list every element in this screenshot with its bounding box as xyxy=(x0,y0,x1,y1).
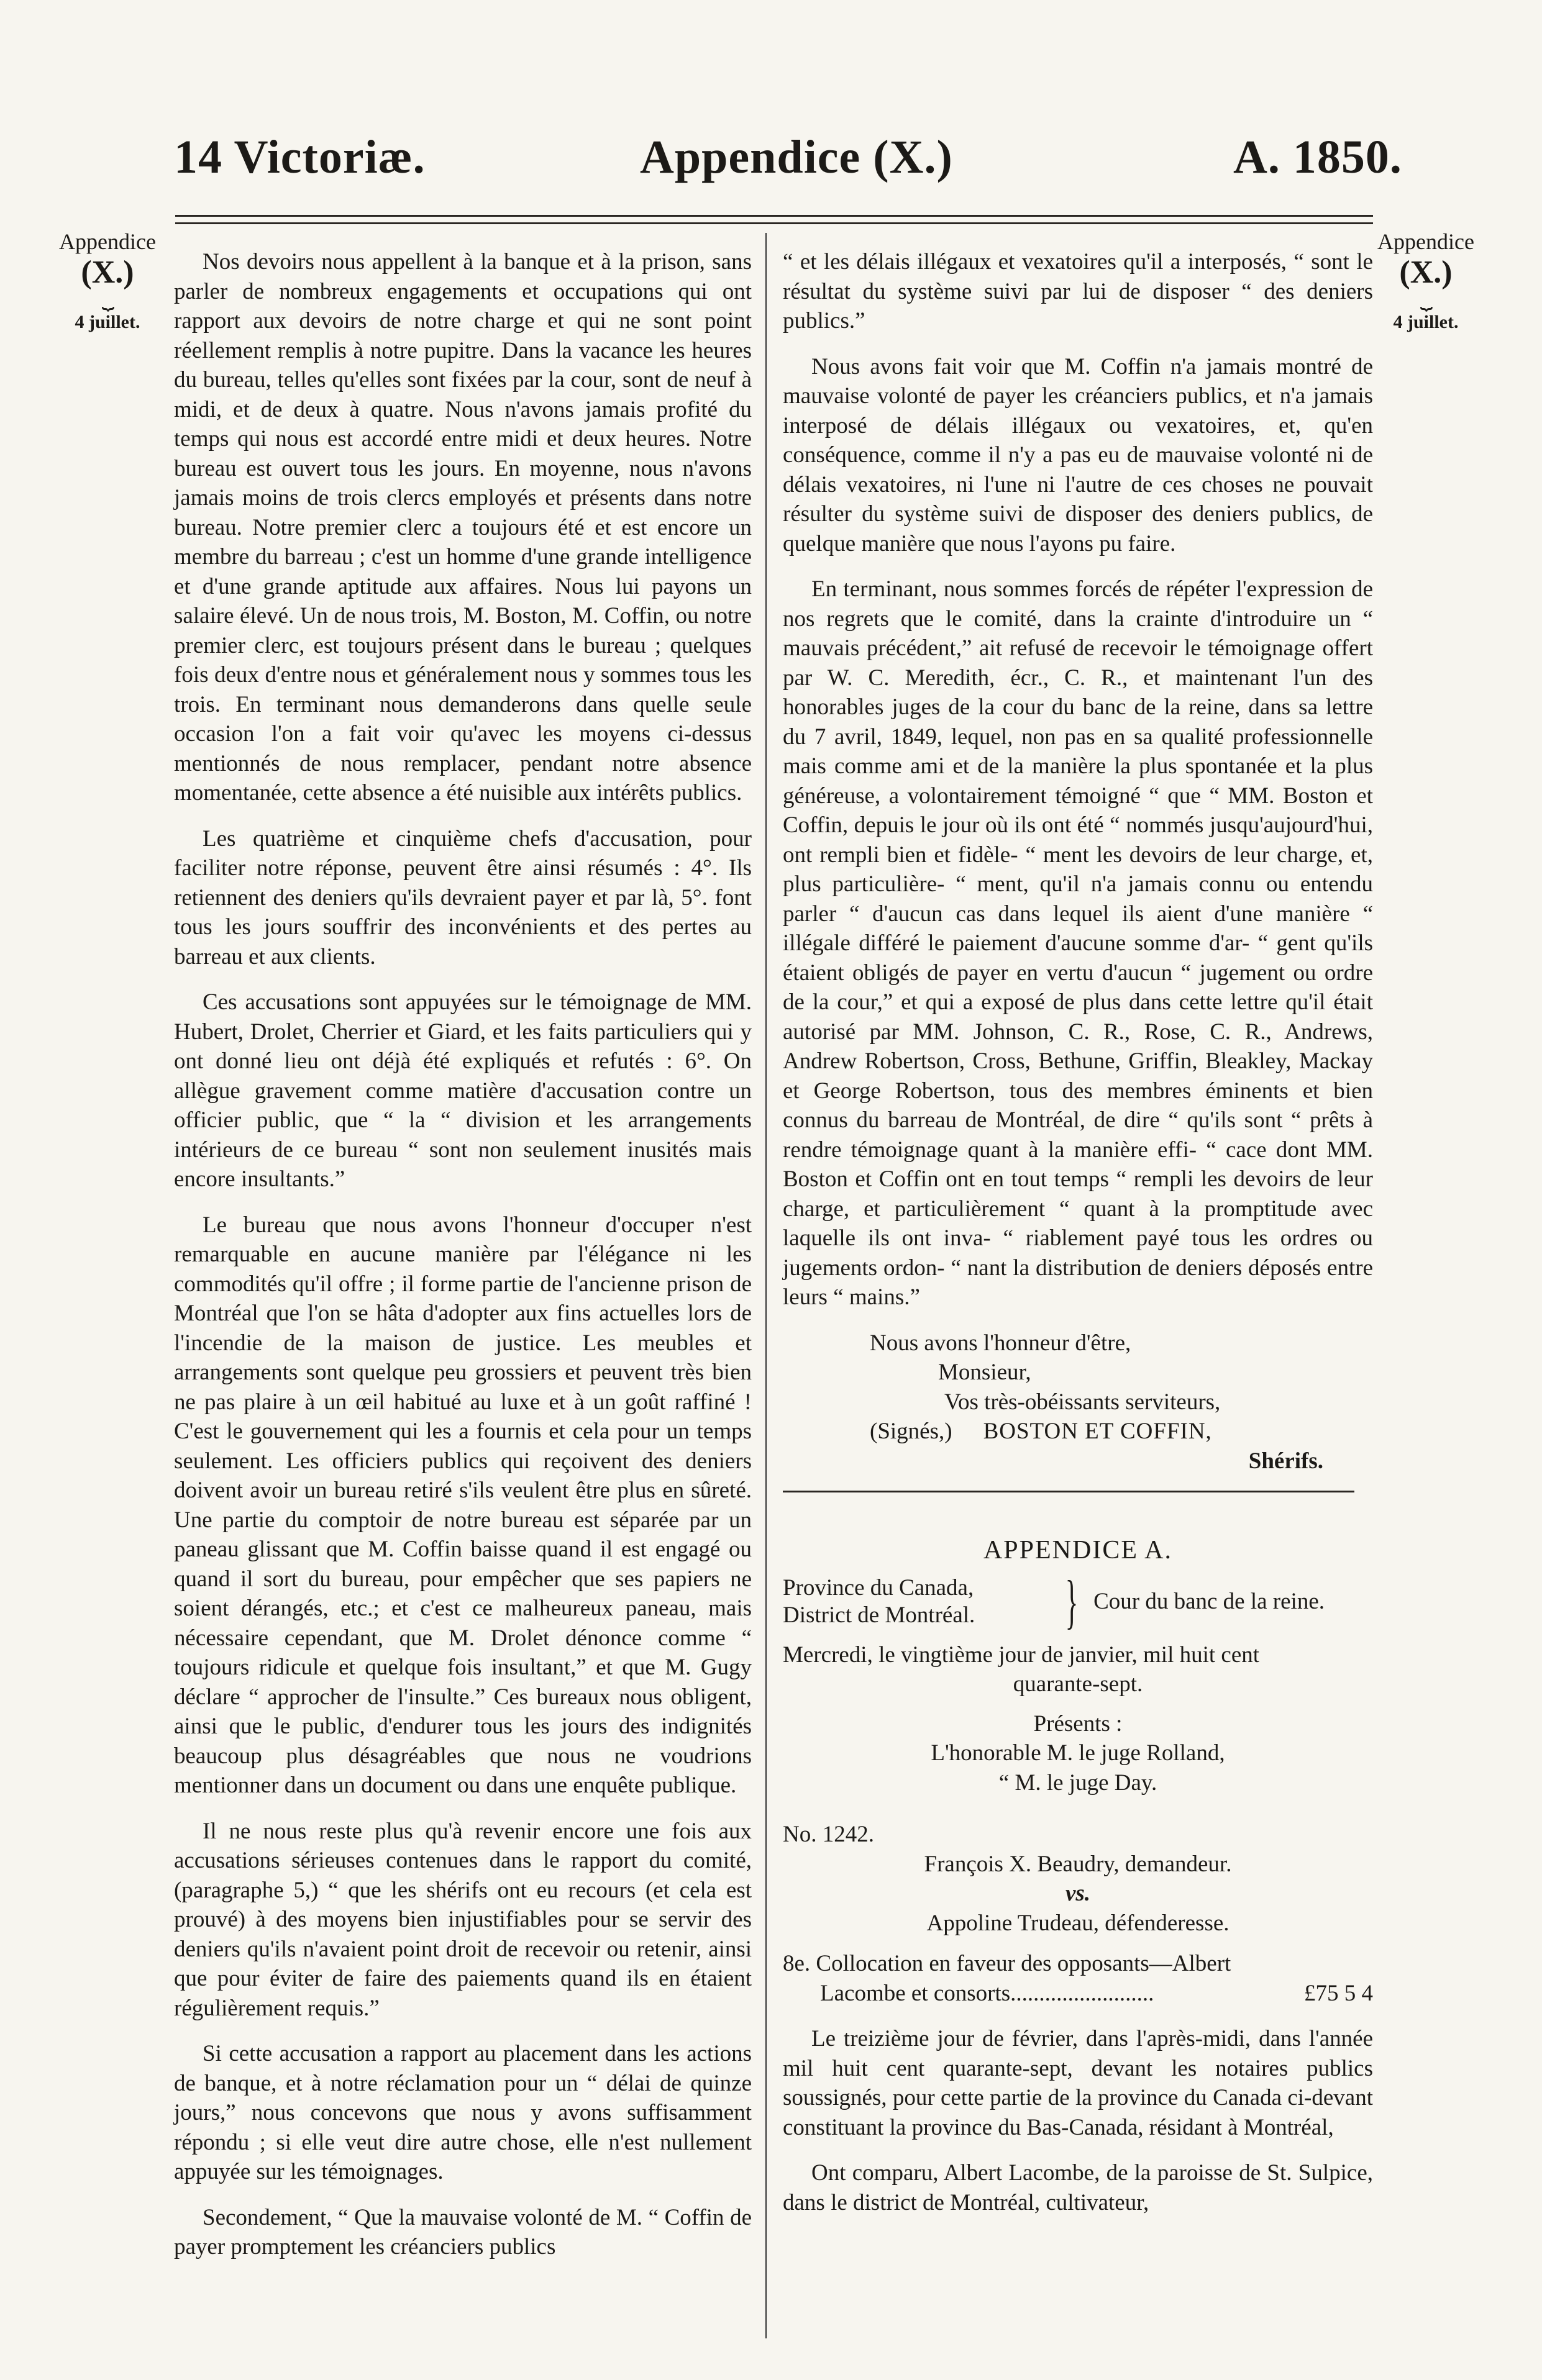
signed-label: (Signés,) xyxy=(870,1419,952,1444)
right-brace-icon: } xyxy=(1065,1568,1079,1635)
margin-note-right xyxy=(1367,230,1485,332)
margin-note-date: 4 juillet. xyxy=(75,311,140,332)
paragraph: Si cette accusation a rapport au placement dans les actions de banque, et à notre réclamation pour un “ délai de quinze jours,” nous concevons que nous y avons suffisamment répondu ; si elle veut dire autre chose, elle n'est nullement appuyée sur les témoignages. xyxy=(174,2041,752,2184)
header-rule-top xyxy=(175,215,1373,217)
date-line-2: quarante-sept. xyxy=(1013,1671,1143,1697)
deed-paragraph: Le treizième jour de février, dans l'après-midi, dans l'année mil huit cent quarante-sept, devant les notaires publics soussignés, pour cette partie de la province du Canada ci-devant constituant la province du Bas-Canada, résidant à Montréal, xyxy=(783,2026,1373,2140)
margin-note-title: Appendice xyxy=(1377,229,1474,254)
court-name: Cour du banc de la reine. xyxy=(1093,1588,1325,1614)
collocation-parties: Lacombe et consorts......................... xyxy=(820,1980,1154,2006)
margin-note-mark: (X.) xyxy=(1399,254,1453,290)
collocation-line-2 xyxy=(783,1979,1373,2009)
header-session: 14 Victoriæ. xyxy=(174,131,426,183)
judge-1: L'honorable M. le juge Rolland, xyxy=(931,1740,1225,1766)
quote-continuation: “ et les délais illégaux et vexatoires qu'il a interposés, “ sont le résultat du système suivi par lui de disposer “ des deniers publics.” xyxy=(783,249,1373,334)
collocation xyxy=(783,1949,1373,2008)
appendix-title: APPENDICE A. xyxy=(983,1536,1173,1565)
court-heading xyxy=(783,1568,1373,1635)
province: Province du Canada, xyxy=(783,1574,974,1601)
collocation-amount: £75 5 4 xyxy=(1304,1980,1373,2006)
defendant: Appoline Trudeau, défenderesse. xyxy=(926,1910,1229,1936)
margin-note-date: 4 juillet. xyxy=(1393,311,1459,332)
margin-note-mark: (X.) xyxy=(81,254,134,290)
appearance-paragraph: Ont comparu, Albert Lacombe, de la paroisse de St. Sulpice, dans le district de Montréal, cultivateur, xyxy=(783,2160,1373,2215)
left-column xyxy=(174,247,752,2278)
collocation-line-1: 8e. Collocation en faveur des opposants—Albert xyxy=(783,1951,1231,1976)
firm-name: BOSTON ET COFFIN, xyxy=(983,1419,1212,1444)
header-rule-bottom xyxy=(175,222,1373,224)
right-column xyxy=(783,247,1373,2233)
valediction: Vos très-obéissants serviteurs, xyxy=(944,1389,1221,1415)
closing-line: Nous avons l'honneur d'être, xyxy=(870,1330,1131,1356)
section-rule xyxy=(783,1491,1354,1492)
brace-icon: ⏟ xyxy=(101,286,114,310)
paragraph: Le bureau que nous avons l'honneur d'occuper n'est remarquable en aucune manière par l'élégance ni les commodités qu'il offre ; il forme partie de l'ancienne prison de Montréal que l'on se hâta d'adopter aux fins actuelles lors de l'incendie de la maison de justice. Les meubles et arrangements sont quelque peu grossiers et peuvent très bien ne pas plaire à un œil habitué au luxe et à un goût raffiné ! C'est le gouvernement qui les a fournis et cela pour un temps seulement. Les officiers publics qui reçoivent des deniers doivent avoir un bureau retiré s'ils veulent être plus en sûreté. Une partie du comptoir de notre bureau est séparée par un paneau glissant que M. Coffin baisse quand il est engagé ou quand il sort du bureau, pour empêcher que ses papiers ne soient dérangés, etc.; et c'est ce malheureux paneau, mais nécessaire cependant, que M. Drolet dénonce comme “ toujours ridicule et quelque fois insultant,” et que M. Gugy déclare “ approcher de l'insulte.” Ces bureaux nous obligent, ainsi que le public, d'endurer tous les jours des indignités beaucoup plus désagréables que nous ne voudrions mentionner dans un document ou dans une enquête publique. xyxy=(174,1212,752,1798)
header-appendix: Appendice (X.) xyxy=(640,131,953,183)
court-date xyxy=(783,1640,1373,1699)
jurisdiction xyxy=(783,1574,1050,1629)
paragraph: Nous avons fait voir que M. Coffin n'a jamais montré de mauvaise volonté de payer les créanciers publics, et n'a jamais interposé de délais illégaux ou vexatoires, et, qu'en conséquence, comme il n'y a pas eu de mauvaise volonté ni de délais vexatoires, ni l'une ni l'autre de ces choses ne pouvait résulter du système suivi de disposer des deniers publics, de quelque manière que nous l'ayons pu faire. xyxy=(783,353,1373,556)
signed-line xyxy=(783,1417,1373,1447)
date-line-1: Mercredi, le vingtième jour de janvier, mil huit cent xyxy=(783,1642,1260,1668)
plaintiff: François X. Beaudry, demandeur. xyxy=(924,1851,1232,1877)
signer-title: Shérifs. xyxy=(1248,1448,1323,1474)
presents-label: Présents : xyxy=(1033,1710,1123,1737)
versus: vs. xyxy=(1065,1881,1091,1906)
brace-icon: ⏟ xyxy=(1420,286,1432,310)
salutation: Monsieur, xyxy=(938,1360,1031,1385)
paragraph: Il ne nous reste plus qu'à revenir encore une fois aux accusations sérieuses contenues dans le rapport du comité, (paragraphe 5,) “ que les shérifs ont eu recours (et cela est prouvé) à des moyens bien injustifiables pour se servir des deniers qu'ils n'avaient point droit de recevoir ou retenir, ainsi que pour éviter de faire des paiements quand ils en étaient régulièrement requis.” xyxy=(174,1818,752,2021)
margin-note-left xyxy=(48,230,167,332)
paragraph: En terminant, nous sommes forcés de répéter l'expression de nos regrets que le comité, dans la crainte d'introduire un “ mauvais précédent,” ait refusé de recevoir le témoignage offert par W. C. Meredith, écr., C. R., et maintenant l'un des honorables juges de la cour du banc de la reine, dans sa lettre du 7 avril, 1849, lequel, non pas en sa qualité professionnelle mais comme ami et de la manière la plus spontanée et la plus généreuse, a volontairement témoigné “ que “ MM. Boston et Coffin, depuis le jour où ils ont été “ nommés jusqu'aujourd'hui, ont rempli bien et fidèle- “ ment les devoirs de leur charge, et, plus particulière- “ ment, qu'il n'a jamais connu ou entendu parler “ d'aucun cas dans lequel ils aient d'une manière “ illégale différé le paiement d'aucune somme d'ar- “ gent qu'ils étaient obligés de payer en vertu d'aucun “ jugement ou ordre de la cour,” et qui a exposé de plus dans cette lettre qu'il était autorisé par MM. Johnson, C. R., Rose, C. R., Andrews, Andrew Robertson, Cross, Bethune, Griffin, Bleakley, Mackay et George Robertson, tous des membres éminents et bien connus du barreau de Montréal, de dire “ qu'ils sont “ prêts à rendre témoignage quant à la manière effi- “ cace dont MM. Boston et Coffin ont en tout temps “ rempli les devoirs de leur charge, et particulièrement “ quant à la promptitude avec laquelle ils ont inva- “ riablement payé tous les ordres ou jugements ordon- “ nant la distribution de deniers déposés entre leurs “ mains.” xyxy=(783,576,1373,1310)
judge-2: “ M. le juge Day. xyxy=(998,1769,1157,1796)
margin-note-title: Appendice xyxy=(59,229,156,254)
header-year: A. 1850. xyxy=(1233,131,1402,183)
paragraph: Ces accusations sont appuyées sur le témoignage de MM. Hubert, Drolet, Cherrier et Giard, et les faits particuliers qui y ont donné lieu ont déjà été expliqués et refutés : 6°. On allègue gravement comme matière d'accusation contre un officier public, que “ la “ division et les arrangements intérieurs de ce bureau “ sont non seulement inusités mais encore insultants.” xyxy=(174,989,752,1192)
case-number: No. 1242. xyxy=(783,1822,874,1847)
column-divider xyxy=(765,233,767,2338)
paragraph: Secondement, “ Que la mauvaise volonté de M. “ Coffin de payer promptement les créanciers publics xyxy=(174,2204,752,2260)
signature-block xyxy=(783,1329,1373,1476)
paragraph: Les quatrième et cinquième chefs d'accusation, pour faciliter notre réponse, peuvent être ainsi résumés : 4°. Ils retiennent des deniers qu'ils devraient payer et par là, 5°. font tous les jours souffrir des inconvénients et des pertes au barreau et aux clients. xyxy=(174,825,752,970)
district: District de Montréal. xyxy=(783,1602,975,1628)
paragraph: Nos devoirs nous appellent à la banque et à la prison, sans parler de nombreux engagements et occupations qui ont rapport aux devoirs de notre charge et qui ne sont point réellement remplis à notre pupitre. Dans la vacance les heures du bureau, telles qu'elles sont fixées par la cour, sont de neuf à midi, et de deux à quatre. Nous n'avons jamais profité du temps qui nous est accordé entre midi et deux heures. Notre bureau est ouvert tous les jours. En moyenne, nous n'avons jamais moins de trois clercs employés et présents dans notre bureau. Notre premier clerc a toujours été et est encore un membre du barreau ; c'est un homme d'une grande intelligence et d'une grande aptitude aux affaires. Nous lui payons un salaire élevé. Un de nous trois, M. Boston, M. Coffin, ou notre premier clerc, est toujours présent dans le bureau ; quelques fois deux d'entre nous et généralement nous y sommes tous les trois. En terminant nous demanderons dans quelle seule occasion l'on a fait voir qu'avec les moyens ci-dessus mentionnés de nous remplacer, pendant notre absence momentanée, cette absence a été nuisible aux intérêts publics. xyxy=(174,249,752,806)
